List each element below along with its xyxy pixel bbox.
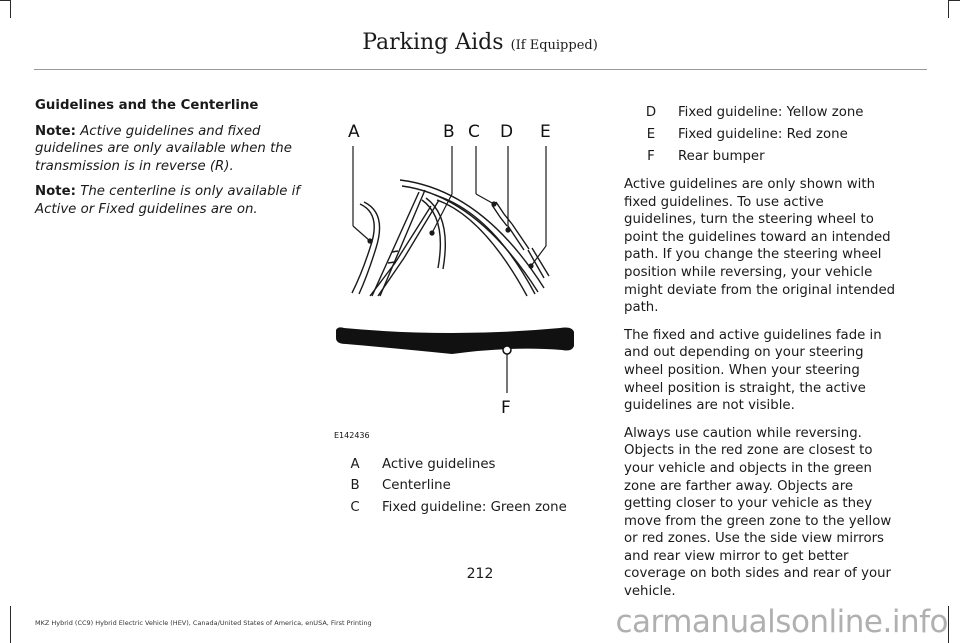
note-paragraph — [35, 123, 310, 176]
body-paragraph: Always use caution while reversing. Objects in the red zone are closest to your vehicle and objects in the green zone are farther away. Objects are getting closer to your vehicle as they move from the green zone to the yellow or red zones. Use the side view mirrors and rear view mirror to get better coverage on both sides and rear of your vehicle. — [624, 425, 892, 600]
page-title: Parking Aids — [362, 30, 504, 55]
figure-label-e: E — [540, 122, 551, 142]
note-paragraph — [35, 183, 310, 218]
legend-key: A — [350, 457, 360, 472]
note-text: The centerline is only available if Active or Fixed guidelines are on. — [35, 184, 300, 217]
crop-mark — [948, 606, 949, 643]
header-divider — [34, 69, 927, 70]
legend-key: C — [350, 500, 360, 515]
legend-key: B — [350, 478, 360, 493]
body-paragraph: Active guidelines are only shown with fixed guidelines. To use active guidelines, turn the steering wheel to point the guidelines toward an intended path. If you change the steering wheel position while reversing, your vehicle might deviate from the original intended path. — [624, 177, 896, 316]
note-text: Active guidelines and fixed guidelines are only available when the transmission is in reverse (R). — [35, 123, 292, 174]
page-subtitle: (If Equipped) — [510, 38, 598, 53]
guidelines-figure — [332, 118, 592, 448]
crop-mark — [948, 0, 949, 18]
legend-desc: Centerline — [382, 478, 451, 493]
figure-label-b: B — [443, 122, 455, 142]
legend-desc: Fixed guideline: Red zone — [678, 127, 848, 142]
legend-key: F — [647, 149, 655, 164]
note-label: Note: — [35, 123, 76, 139]
legend-desc: Rear bumper — [678, 149, 765, 164]
legend-desc: Fixed guideline: Yellow zone — [678, 105, 864, 120]
crop-mark — [10, 0, 11, 18]
watermark: carmanualsonline.info — [615, 604, 948, 640]
right-column — [624, 176, 896, 611]
page-number: 212 — [466, 566, 494, 582]
crop-mark — [949, 0, 960, 1]
figure-label-c: C — [468, 122, 480, 142]
figure-code: E142436 — [334, 431, 370, 440]
figure-label-d: D — [500, 122, 514, 142]
left-column — [35, 97, 310, 227]
section-heading: Guidelines and the Centerline — [35, 98, 259, 113]
figure-label-a: A — [348, 122, 360, 142]
figure-label-f: F — [501, 398, 511, 418]
page-header — [0, 30, 960, 55]
footer-text: MKZ Hybrid (CC9) Hybrid Electric Vehicle (HEV), Canada/United States of America, enUSA, First Printing — [35, 619, 372, 627]
guidelines-diagram — [332, 118, 592, 448]
note-label: Note: — [35, 184, 76, 200]
crop-mark — [0, 0, 10, 1]
legend-key: E — [646, 127, 656, 142]
legend-key: D — [645, 105, 657, 120]
legend-desc: Fixed guideline: Green zone — [382, 500, 567, 515]
crop-mark — [10, 606, 11, 643]
body-paragraph: The fixed and active guidelines fade in and out depending on your steering wheel position. When your steering wheel position is straight, the active guidelines are not visible. — [624, 327, 882, 414]
legend-desc: Active guidelines — [382, 457, 496, 472]
